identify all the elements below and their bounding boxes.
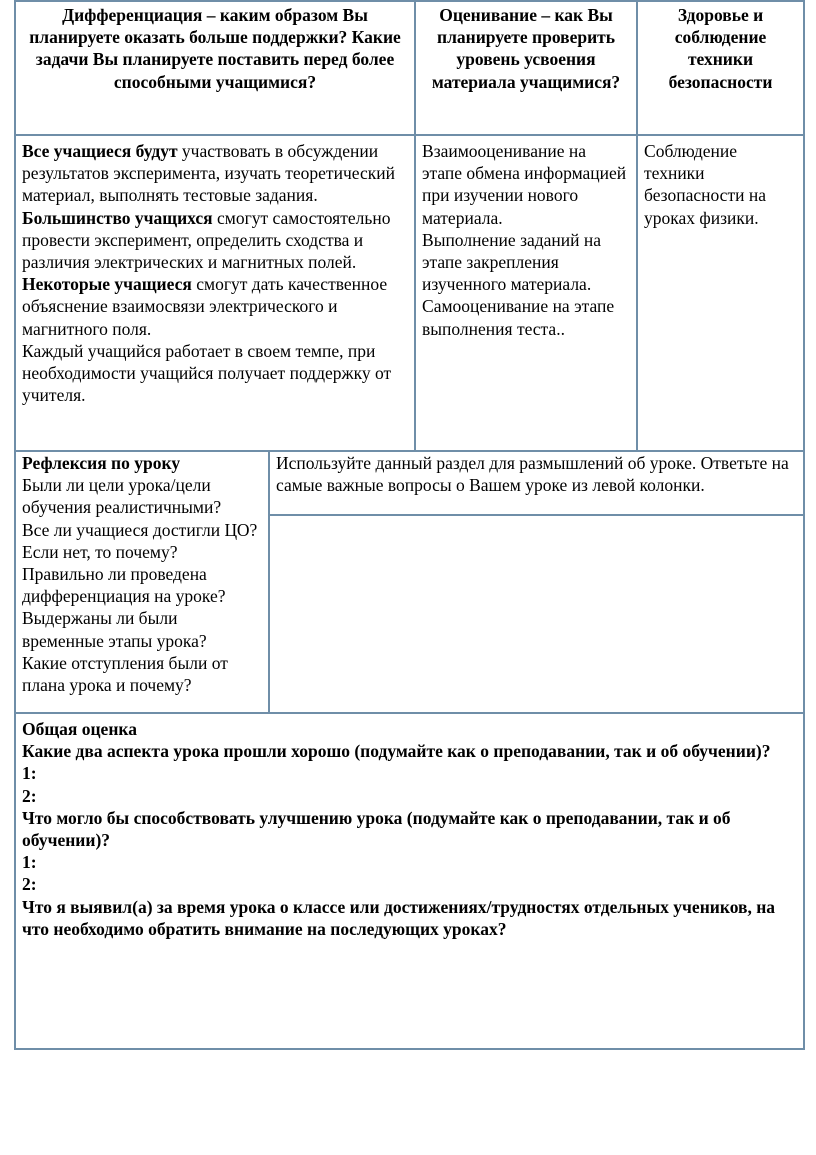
- assessment-line-3: Самооценивание на этапе выполнения теста..: [422, 296, 615, 339]
- general-question-2: Что могло бы способствовать улучшению урока (подумайте как о преподавании, так и об обучении)?: [22, 807, 731, 851]
- some-students-label: Некоторые учащиеся: [22, 274, 192, 295]
- most-students-text: смогут самостоятельно провести эксперимент, определить сходства и различия электрических и магнитных полей.: [22, 207, 391, 273]
- reflection-question: Правильно ли проведена дифференциация на уроке?: [22, 564, 226, 607]
- general-assessment-cell: [15, 713, 804, 1049]
- reflection-answer-cell[interactable]: [269, 515, 804, 713]
- reflection-questions-cell: [15, 451, 269, 713]
- lesson-plan-table: [14, 0, 805, 1050]
- general-question-1: Какие два аспекта урока прошли хорошо (подумайте как о преподавании, так и об обучении)?: [22, 741, 771, 762]
- general-title: Общая оценка: [22, 719, 137, 739]
- all-students-text: участвовать в обсуждении результатов эксперимента, изучать теоретический материал, выполнять тестовые задания.: [22, 141, 395, 206]
- content-row: [15, 135, 804, 451]
- general-row: [15, 713, 804, 1049]
- general-question-3: Что я выявил(а) за время урока о классе или достижениях/трудностях отдельных учеников, на что необходимо обратить внимание на последующих уроках?: [22, 896, 776, 939]
- reflection-question: Были ли цели урока/цели обучения реалистичными?: [22, 475, 222, 518]
- header-differentiation: Дифференциация – каким образом Вы планируете оказать больше поддержки? Какие задачи Вы планируете поставить перед более способными учащимися?: [15, 1, 415, 135]
- general-item: 1:: [22, 763, 37, 784]
- assessment-cell: [415, 135, 637, 451]
- header-safety: Здоровье и соблюдение техники безопасности: [637, 1, 804, 135]
- reflection-row: [15, 451, 804, 515]
- reflection-question: Все ли учащиеся достигли ЦО?: [22, 519, 258, 540]
- some-students-text: смогут дать качественное объяснение взаимосвязи электрического и магнитного поля.: [22, 274, 388, 339]
- reflection-title: Рефлексия по уроку: [22, 453, 181, 473]
- reflection-question: Если нет, то почему?: [22, 541, 178, 562]
- header-assessment: Оценивание – как Вы планируете проверить уровень усвоения материала учащимися?: [415, 1, 637, 135]
- reflection-instruction-cell: Используйте данный раздел для размышлений об уроке. Ответьте на самые важные вопросы о Вашем уроке из левой колонки.: [269, 451, 804, 515]
- header-row: [15, 1, 804, 135]
- assessment-line-2: Выполнение заданий на этапе закрепления изученного материала.: [422, 229, 602, 295]
- most-students-label: Большинство учащихся: [22, 207, 213, 228]
- all-students-label: Все учащиеся будут: [22, 141, 178, 161]
- general-item: 1:: [22, 852, 37, 873]
- reflection-question: Выдержаны ли были временные этапы урока?: [22, 608, 207, 651]
- each-student-text: Каждый учащийся работает в своем темпе, при необходимости учащийся получает поддержку от учителя.: [22, 340, 392, 406]
- general-item: 2:: [22, 785, 37, 806]
- reflection-question: Какие отступления были от плана урока и почему?: [22, 652, 228, 696]
- safety-cell: Соблюдение техники безопасности на уроках физики.: [637, 135, 804, 451]
- assessment-line-1: Взаимооценивание на этапе обмена информацией при изучении нового материала.: [422, 141, 627, 228]
- differentiation-cell: [15, 135, 415, 451]
- general-item: 2:: [22, 874, 37, 895]
